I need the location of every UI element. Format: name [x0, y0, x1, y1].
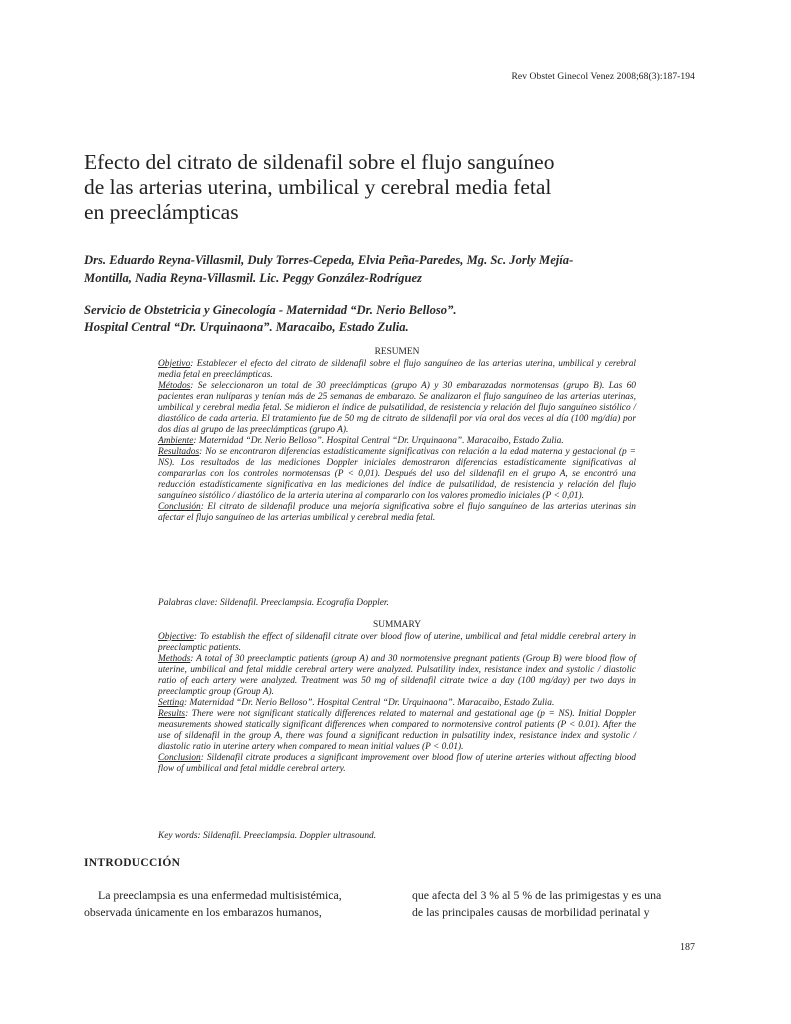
section-label: Setting: [158, 698, 185, 708]
introduction-heading: INTRODUCCIÓN: [84, 857, 181, 869]
section-text: : Maternidad “Dr. Nerio Belloso”. Hospital Central “Dr. Urquinaona”. Maracaibo, Estado Zulia.: [193, 436, 564, 446]
section-text: : Sildenafil citrate produces a significant improvement over blood flow of uterine arteries without affecting blood flow of umbilical and fetal middle cerebral artery.: [158, 753, 636, 774]
body-line: observada únicamente en los embarazos humanos,: [84, 905, 322, 919]
body-line: de las principales causas de morbilidad perinatal y: [412, 905, 650, 919]
section-label: Ambiente: [158, 436, 194, 446]
summary-results: [158, 709, 636, 753]
affiliation-line: Hospital Central “Dr. Urquinaona”. Maracaibo, Estado Zulia.: [84, 320, 409, 334]
journal-reference: Rev Obstet Ginecol Venez 2008;68(3):187-194: [511, 72, 695, 82]
section-text: : No se encontraron diferencias estadísticamente significativas con relación a la edad materna y gestacional (p = NS). Los resultados de las mediciones Doppler iniciales demostraron diferencias estadísticamente significativas al compararlas con los controles normotensas (P < 0,01). Después del uso del sildenafil en el grupo A, se encontró una reducción estadísticamente significativa en las mediciones del índice de pulsatilidad, de resistencia y relación del flujo sanguíneo sistólico / diastólico de la arteria uterina al compararlo con los valores promedio iniciales (P < 0,01).: [158, 447, 636, 501]
resumen-metodos: [158, 381, 636, 436]
section-text: : El citrato de sildenafil produce una mejoría significativa sobre el flujo sanguíneo de las arterias uterinas sin afectar el flujo sanguíneo de las arterias umbilical y cerebral media fetal.: [158, 502, 636, 523]
intro-column-right: [412, 887, 712, 921]
section-label: Results: [158, 709, 186, 719]
page-number: 187: [680, 942, 695, 953]
section-text: : Maternidad “Dr. Nerio Belloso”. Hospital Central “Dr. Urquinaona”. Maracaibo, Estado Zulia.: [184, 698, 555, 708]
affiliation: [84, 302, 714, 336]
summary-setting: [158, 698, 636, 709]
section-label: Objective: [158, 632, 194, 642]
section-text: : To establish the effect of sildenafil citrate over blood flow of uterine, umbilical and fetal middle cerebral artery in preeclamptic patients.: [158, 632, 636, 653]
authors-line: Montilla, Nadia Reyna-Villasmil. Lic. Peggy González-Rodríguez: [84, 271, 422, 285]
section-label: Métodos: [158, 381, 191, 391]
body-line: que afecta del 3 % al 5 % de las primigestas y es una: [412, 888, 662, 902]
resumen-resultados: [158, 447, 636, 502]
section-label: Resultados: [158, 447, 200, 457]
resumen-ambiente: [158, 436, 636, 447]
authors: [84, 251, 714, 287]
title-line: de las arterias uterina, umbilical y cerebral media fetal: [84, 175, 552, 199]
summary-methods: [158, 654, 636, 698]
title-line: en preeclámpticas: [84, 200, 239, 224]
resumen-conclusion: [158, 502, 636, 524]
section-label: Conclusión: [158, 502, 201, 512]
section-text: : Establecer el efecto del citrato de sildenafil sobre el flujo sanguíneo de las arterias uterina, umbilical y cerebral media fetal en preeclámpticas.: [158, 359, 636, 380]
affiliation-line: Servicio de Obstetricia y Ginecología - Maternidad “Dr. Nerio Belloso”.: [84, 303, 457, 317]
intro-column-left: [84, 887, 384, 921]
article-title: [84, 150, 724, 225]
summary-objective: [158, 632, 636, 654]
resumen-objetivo: [158, 359, 636, 381]
body-line: La preeclampsia es una enfermedad multisistémica,: [98, 888, 342, 902]
authors-line: Drs. Eduardo Reyna-Villasmil, Duly Torres-Cepeda, Elvia Peña-Paredes, Mg. Sc. Jorly Mejía-: [84, 253, 574, 267]
section-text: : Se seleccionaron un total de 30 preeclámpticas (grupo A) y 30 embarazadas normotensas (grupo B). Las 60 pacientes eran nulíparas y tenían más de 25 semanas de embarazo. Se analizaron el flujo sanguíneo de las arterias uterinas, umbilical y cerebral media fetal. Se midieron el índice de pulsatilidad, de resistencia y relación del flujo sanguíneo sistólico / diastólico de cada arteria. El tratamiento fue de 50 mg de citrato de sildenafil por vía oral dos veces al día (100 mg/día) por dos días al grupo de las preeclámpticas (grupo A).: [158, 381, 636, 435]
summary-heading: SUMMARY: [373, 620, 421, 630]
summary-conclusion: [158, 753, 636, 775]
palabras-clave: Palabras clave: Sildenafil. Preeclampsia. Ecografía Doppler.: [158, 598, 389, 608]
resumen-heading: RESUMEN: [374, 347, 420, 357]
title-line: Efecto del citrato de sildenafil sobre el flujo sanguíneo: [84, 150, 555, 174]
section-text: : There were not significant statically differences related to maternal and gestational age (p = NS). Initial Doppler measurements showed statically significant differences when compared to normotensive control patients (P < 0.01). After the use of sildenafil in the group A, there was found a significant reduction in pulsatility index, resistance index and systolic / diastolic ratio in uterine artery when compared to mean initial values (P < 0.01).: [158, 709, 636, 752]
key-words: Key words: Sildenafil. Preeclampsia. Doppler ultrasound.: [158, 831, 377, 841]
section-label: Conclusion: [158, 753, 201, 763]
summary-abstract: [158, 620, 636, 775]
resumen-abstract: [158, 347, 636, 524]
section-label: Methods: [158, 654, 191, 664]
section-text: : A total of 30 preeclamptic patients (group A) and 30 normotensive pregnant patients (Group B) were blood flow of uterine, umbilical and fetal middle cerebral artery were analyzed. Pulsatility index, resistance index and systolic / diastolic ratio of each artery were analyzed. Treatment was 50 mg of sildenafil citrate twice a day (100 mg/day) per two days in preeclamptic group (Group A).: [158, 654, 636, 697]
section-label: Objetivo: [158, 359, 191, 369]
